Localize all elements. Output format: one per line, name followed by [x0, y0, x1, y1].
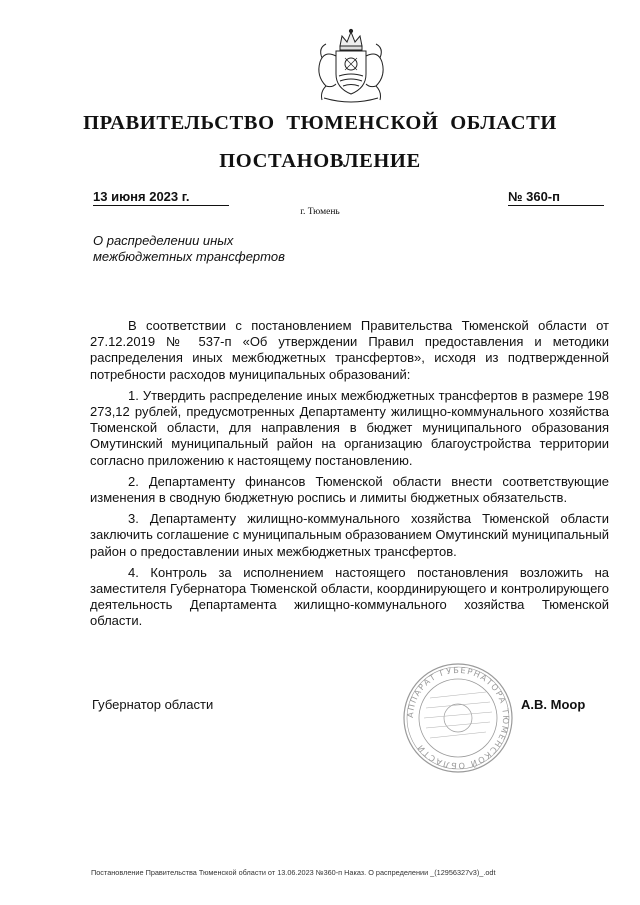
government-title: ПРАВИТЕЛЬСТВО ТЮМЕНСКОЙ ОБЛАСТИ — [83, 112, 557, 134]
document-date: 13 июня 2023 г. — [93, 189, 229, 206]
clause-paragraph-4: 4. Контроль за исполнением настоящего постановления возложить на заместителя Губернатора Тюменской области, координирующего и контролирующего деятельность Департамента жилищно-коммунального хозяйства Тюменской области. — [90, 564, 609, 629]
clause-paragraph-1: 1. Утвердить распределение иных межбюджетных трансфертов в размере 198 273,12 рублей, предусмотренных Департаменту жилищно-коммунального хозяйства Тюменской области, для направления в бюджет муниципального образования Омутинский муниципальный район на организацию благоустройства территории согласно приложению к настоящему постановлению. — [90, 387, 609, 468]
clause-paragraph-2: 2. Департаменту финансов Тюменской области внести соответствующие изменения в сводную бюджетную роспись и лимиты бюджетных обязательств. — [90, 473, 609, 506]
preamble-paragraph: В соответствии с постановлением Правительства Тюменской области от 27.12.2019 № 537-п «Об утверждении Правил предоставления и методики распределения иных межбюджетных трансфертов», исходя из подтвержденной потребности расходов муниципальных образований: — [90, 318, 609, 382]
footer-file-reference: Постановление Правительства Тюменской области от 13.06.2023 №360-п Наказ. О распределении _(12956327v3)_.odt — [91, 868, 496, 877]
document-number: № 360-п — [508, 189, 604, 206]
clause-paragraph-3: 3. Департаменту жилищно-коммунального хозяйства Тюменской области заключить соглашение с муниципальным образованием Омутинский муниципальный район о предоставлении иных межбюджетных трансфертов. — [90, 511, 609, 559]
coat-of-arms-icon — [296, 28, 406, 106]
subject-line-2: межбюджетных трансфертов — [93, 249, 285, 264]
official-seal-icon — [402, 662, 514, 774]
signer-name: А.В. Моор — [521, 697, 586, 712]
svg-text:АППАРАТ ГУБЕРНАТОРА ТЮМЕНСКОЙ: АППАРАТ ГУБЕРНАТОРА ТЮМЕНСКОЙ ОБЛАСТИ — [404, 664, 512, 772]
document-type-title: ПОСТАНОВЛЕНИЕ — [219, 150, 421, 172]
signatory-title: Губернатор области — [92, 697, 214, 712]
document-city: г. Тюмень — [300, 207, 340, 217]
subject-line-1: О распределении иных — [93, 233, 234, 248]
document-body — [90, 318, 609, 635]
document-subject — [93, 233, 333, 265]
